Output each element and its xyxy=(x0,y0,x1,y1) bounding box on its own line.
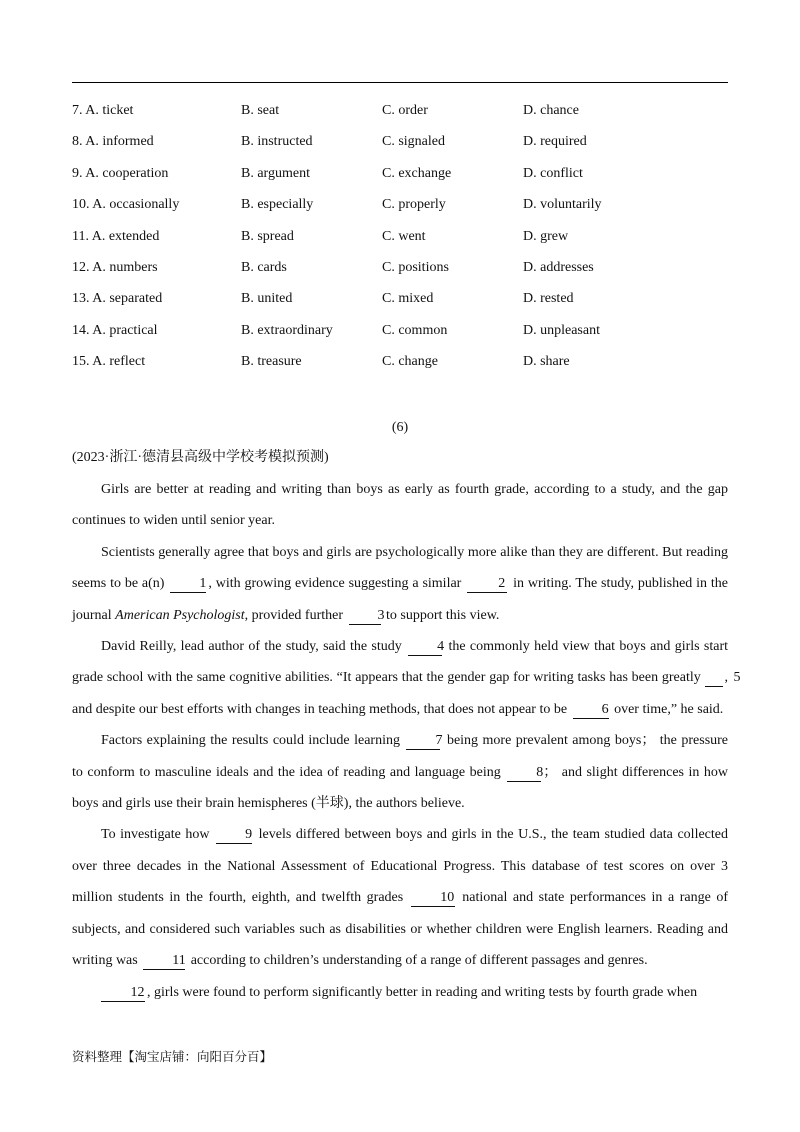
blank[interactable]: 4 xyxy=(408,638,442,656)
blank[interactable]: 3 xyxy=(349,607,381,625)
question-number: 14. xyxy=(72,322,90,338)
footer-note: 资料整理【淘宝店铺：向阳百分百】 xyxy=(72,1049,273,1064)
option-a: A. separated xyxy=(92,291,163,307)
option-a: A. practical xyxy=(92,322,158,338)
option-a: A. ticket xyxy=(85,103,134,118)
option-row xyxy=(72,287,728,318)
question-number: 13. xyxy=(72,291,90,307)
option-b: B. spread xyxy=(241,228,294,244)
option-a: A. occasionally xyxy=(92,197,180,213)
blank[interactable]: 2 xyxy=(467,575,507,593)
option-d: D. share xyxy=(523,354,570,370)
question-number: 12. xyxy=(72,259,90,275)
option-d: D. voluntarily xyxy=(523,197,602,213)
option-b: B. argument xyxy=(241,165,310,181)
option-c: C. went xyxy=(382,228,426,244)
blank[interactable]: 10 xyxy=(411,889,455,907)
question-number: 7. xyxy=(72,103,83,118)
option-a: A. numbers xyxy=(92,259,158,275)
option-a: A. cooperation xyxy=(85,165,169,181)
option-a: A. reflect xyxy=(92,354,146,370)
option-c: C. positions xyxy=(382,259,449,275)
question-number: 11. xyxy=(72,228,89,244)
journal-title: American Psychologist xyxy=(115,607,245,623)
blank[interactable]: 1 xyxy=(170,575,206,593)
blank[interactable]: 5 xyxy=(705,669,723,687)
paragraph: David Reilly, lead author of the study, said the study 4 the commonly held view that boys and girls start grade school with the same cognitive abilities. “It appears that the gender gap for writing tasks has been greatly 5, and despite our best efforts with changes in teaching methods, that does not appear to be 6 over time,” he said. xyxy=(72,639,741,717)
option-c: C. signaled xyxy=(382,134,445,150)
paragraph: Scientists generally agree that boys and girls are psychologically more alike than they are different. But reading seems to be a(n) 1 , with growing evidence suggesting a similar 2 in writing. The study, published in the journal American Psychologist, provided further 3 to support this view. xyxy=(72,544,729,623)
paragraph: To investigate how 9 levels differed between boys and girls in the U.S., the team studied data collected over three decades in the National Assessment of Educational Progress. This database of test scores on over 3 million students in the fourth, eighth, and twelfth grades 10 national and state performances in a range of subjects, and considered such variables such as disabilities or whether children were English learners. Reading and writing was 11 according to children’s understanding of a range of different passages and genres. xyxy=(72,827,728,969)
question-number: 8. xyxy=(72,134,83,150)
option-row xyxy=(72,193,728,224)
option-b: B. seat xyxy=(241,103,280,118)
option-c: C. mixed xyxy=(382,291,434,307)
header-rule xyxy=(72,82,728,83)
option-b: B. extraordinary xyxy=(241,322,333,338)
option-b: B. instructed xyxy=(241,134,313,150)
option-b: B. cards xyxy=(241,259,287,275)
option-d: D. conflict xyxy=(523,165,583,181)
question-number: 9. xyxy=(72,165,83,181)
blank[interactable]: 12 xyxy=(101,984,145,1002)
option-b: B. treasure xyxy=(241,354,302,370)
paragraph: 12 , girls were found to perform significantly better in reading and writing tests by fourth grade when xyxy=(72,977,728,1008)
blank[interactable]: 7 xyxy=(406,732,440,750)
option-row xyxy=(72,99,728,130)
option-d: D. grew xyxy=(523,228,569,244)
option-row xyxy=(72,319,728,350)
option-a: A. informed xyxy=(85,134,154,150)
source-label: (2023·浙江·德清县高级中学校考模拟预测) xyxy=(72,450,329,465)
answer-options xyxy=(72,99,728,382)
option-row xyxy=(72,162,728,193)
option-c: C. common xyxy=(382,322,448,338)
blank[interactable]: 8 xyxy=(507,764,541,782)
paragraph: Factors explaining the results could include learning 7 being more prevalent among boys； the pressure to conform to masculine ideals and the idea of reading and language being 8； and slight differences in how boys and girls use their brain hemispheres (半球), the authors believe. xyxy=(72,733,729,812)
option-d: D. unpleasant xyxy=(523,322,600,338)
option-d: D. rested xyxy=(523,291,574,307)
option-c: C. order xyxy=(382,103,428,118)
option-row xyxy=(72,256,728,287)
paragraph: Girls are better at reading and writing than boys as early as fourth grade, according to a study, and the gap continues to widen until senior year. xyxy=(72,482,728,529)
cloze-passage xyxy=(72,474,741,1008)
option-row xyxy=(72,350,728,381)
option-c: C. exchange xyxy=(382,165,452,181)
option-d: D. chance xyxy=(523,103,579,118)
blank[interactable]: 9 xyxy=(216,826,252,844)
option-c: C. change xyxy=(382,354,438,370)
section-number: (6) xyxy=(391,420,409,435)
option-c: C. properly xyxy=(382,197,446,213)
blank[interactable]: 6 xyxy=(573,701,609,719)
option-b: B. especially xyxy=(241,197,314,213)
question-number: 15. xyxy=(72,354,90,370)
option-row xyxy=(72,130,728,161)
option-d: D. required xyxy=(523,134,587,150)
option-b: B. united xyxy=(241,291,293,307)
option-d: D. addresses xyxy=(523,259,594,275)
blank[interactable]: 11 xyxy=(143,952,185,970)
option-row xyxy=(72,225,728,256)
question-number: 10. xyxy=(72,197,90,213)
option-a: A. extended xyxy=(91,228,160,244)
